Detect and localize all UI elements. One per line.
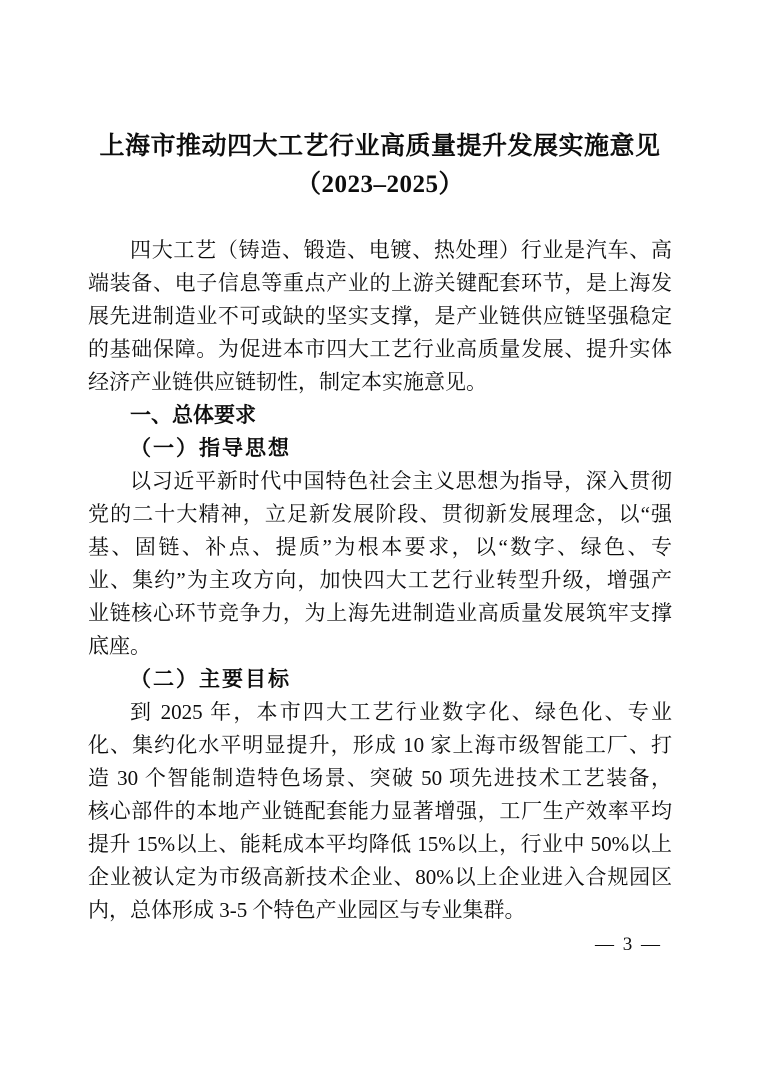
sub2-line: 内，总体形成 3-5 个特色产业园区与专业集群。 bbox=[88, 898, 526, 922]
document-title-line2: （2023–2025） bbox=[295, 171, 464, 198]
section1-heading: 一、总体要求 bbox=[130, 404, 256, 427]
sub1-line: 以习近平新时代中国特色社会主义思想为指导，深入贯彻 bbox=[130, 469, 672, 493]
sub1-line: 业、集约”为主攻方向，加快四大工艺行业转型升级，增强产 bbox=[88, 568, 672, 592]
section1-sub2-heading: （二）主要目标 bbox=[130, 667, 291, 691]
sub2-line: 化、集约化水平明显提升，形成 10 家上海市级智能工厂、打 bbox=[88, 733, 672, 757]
sub2-line: 核心部件的本地产业链配套能力显著增强，工厂生产效率平均 bbox=[88, 799, 672, 823]
sub2-line: 提升 15%以上、能耗成本平均降低 15%以上，行业中 50%以上 bbox=[88, 832, 672, 856]
intro-line: 的基础保障。为促进本市四大工艺行业高质量发展、提升实体 bbox=[88, 337, 672, 361]
document-title-line1: 上海市推动四大工艺行业高质量提升发展实施意见 bbox=[99, 133, 661, 160]
section1-sub1-heading: （一）指导思想 bbox=[130, 436, 291, 460]
sub2-line: 到 2025 年，本市四大工艺行业数字化、绿色化、专业 bbox=[130, 700, 672, 724]
intro-line: 端装备、电子信息等重点产业的上游关键配套环节，是上海发 bbox=[88, 271, 672, 295]
page-number: — 3 — bbox=[595, 934, 662, 955]
sub1-line: 基、固链、补点、提质”为根本要求，以“数字、绿色、专 bbox=[88, 535, 672, 559]
intro-line: 经济产业链供应链韧性，制定本实施意见。 bbox=[88, 370, 487, 394]
intro-line: 展先进制造业不可或缺的坚实支撑，是产业链供应链坚强稳定 bbox=[88, 304, 672, 328]
document-title bbox=[0, 128, 760, 204]
sub1-line: 党的二十大精神，立足新发展阶段、贯彻新发展理念，以“强 bbox=[88, 502, 672, 526]
document-body bbox=[88, 234, 672, 927]
intro-line: 四大工艺（铸造、锻造、电镀、热处理）行业是汽车、高 bbox=[130, 238, 672, 262]
sub2-line: 企业被认定为市级高新技术企业、80%以上企业进入合规园区 bbox=[88, 865, 672, 889]
sub2-line: 造 30 个智能制造特色场景、突破 50 项先进技术工艺装备， bbox=[88, 766, 672, 790]
sub1-line: 底座。 bbox=[88, 634, 151, 658]
sub1-line: 业链核心环节竞争力，为上海先进制造业高质量发展筑牢支撑 bbox=[88, 601, 672, 625]
